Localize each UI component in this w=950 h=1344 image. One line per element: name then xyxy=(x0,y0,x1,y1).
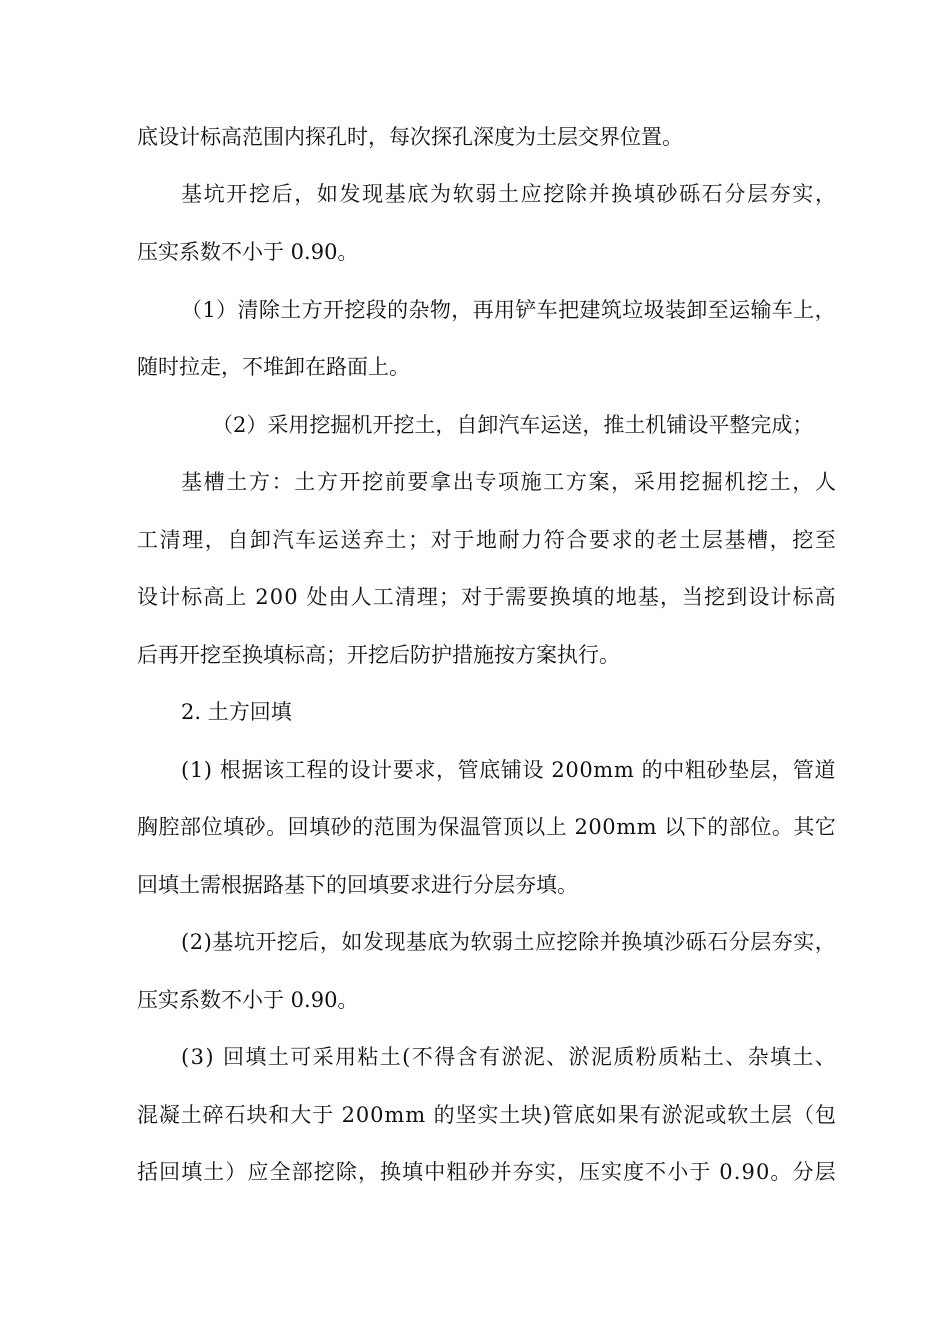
text-line: 工 清 理 ， 自 卸 汽 车 运 送 弃 土 ； 对 于 地 耐 力 符 合 要 求 的 老 土 层 基 槽 ， 挖 至 xyxy=(137,528,836,552)
text-line: （2）采用挖掘机开挖土，自卸汽车运送，推土机铺设平整完成； xyxy=(212,413,814,437)
text-line: 压实系数不小于 0.90。 xyxy=(137,988,359,1012)
text-line: 后再开挖至换填标高；开挖后防护措施按方案执行。 xyxy=(137,643,620,667)
text-line: 随时拉走，不堆卸在路面上。 xyxy=(137,355,410,379)
text-line: 基 坑 开 挖 后 ， 如 发 现 基 底 为 软 弱 土 应 挖 除 并 换 填 砂 砾 石 分 层 夯 实 ， xyxy=(181,182,836,206)
text-line: ( 1 ) 根 据 该 工 程 的 设 计 要 求 ， 管 底 铺 设 2 0 0 m m 的 中 粗 砂 垫 层 ， 管 道 xyxy=(181,758,836,782)
text-line: 基 槽 土 方 ： 土 方 开 挖 前 要 拿 出 专 项 施 工 方 案 ， 采 用 挖 掘 机 挖 土 ， 人 xyxy=(181,470,836,494)
text-line: 压实系数不小于 0.90。 xyxy=(137,240,359,264)
text-line: 设 计 标 高 上 2 0 0 处 由 人 工 清 理 ； 对 于 需 要 换 填 的 地 基 ， 当 挖 到 设 计 标 高 xyxy=(137,585,836,609)
text-line: 底设计标高范围内探孔时，每次探孔深度为土层交界位置。 xyxy=(137,125,683,149)
text-line: 胸 腔 部 位 填 砂 。 回 填 砂 的 范 围 为 保 温 管 顶 以 上 2 0 0 m m 以 下 的 部 位 。 其 它 xyxy=(137,815,836,839)
text-line: 混 凝 土 碎 石 块 和 大 于 2 0 0 m m 的 坚 实 土 块 ) 管 底 如 果 有 淤 泥 或 软 土 层 （ 包 xyxy=(137,1103,836,1127)
text-line: ( 2 ) 基 坑 开 挖 后 ， 如 发 现 基 底 为 软 弱 土 应 挖 除 并 换 填 沙 砾 石 分 层 夯 实 ， xyxy=(181,930,836,954)
section-heading: 2. 土方回填 xyxy=(181,700,292,724)
text-line: （ 1 ） 清 除 土 方 开 挖 段 的 杂 物 ， 再 用 铲 车 把 建 筑 垃 圾 装 卸 至 运 输 车 上 ， xyxy=(181,298,836,322)
text-line: ( 3 ) 回 填 土 可 采 用 粘 土 ( 不 得 含 有 淤 泥 、 淤 泥 质 粉 质 粘 土 、 杂 填 土 、 xyxy=(181,1045,836,1069)
text-line: 括 回 填 土 ） 应 全 部 挖 除 ， 换 填 中 粗 砂 并 夯 实 ， 压 实 度 不 小 于 0 . 9 0 。 分 层 xyxy=(137,1160,836,1184)
text-line: 回填土需根据路基下的回填要求进行分层夯填。 xyxy=(137,873,578,897)
